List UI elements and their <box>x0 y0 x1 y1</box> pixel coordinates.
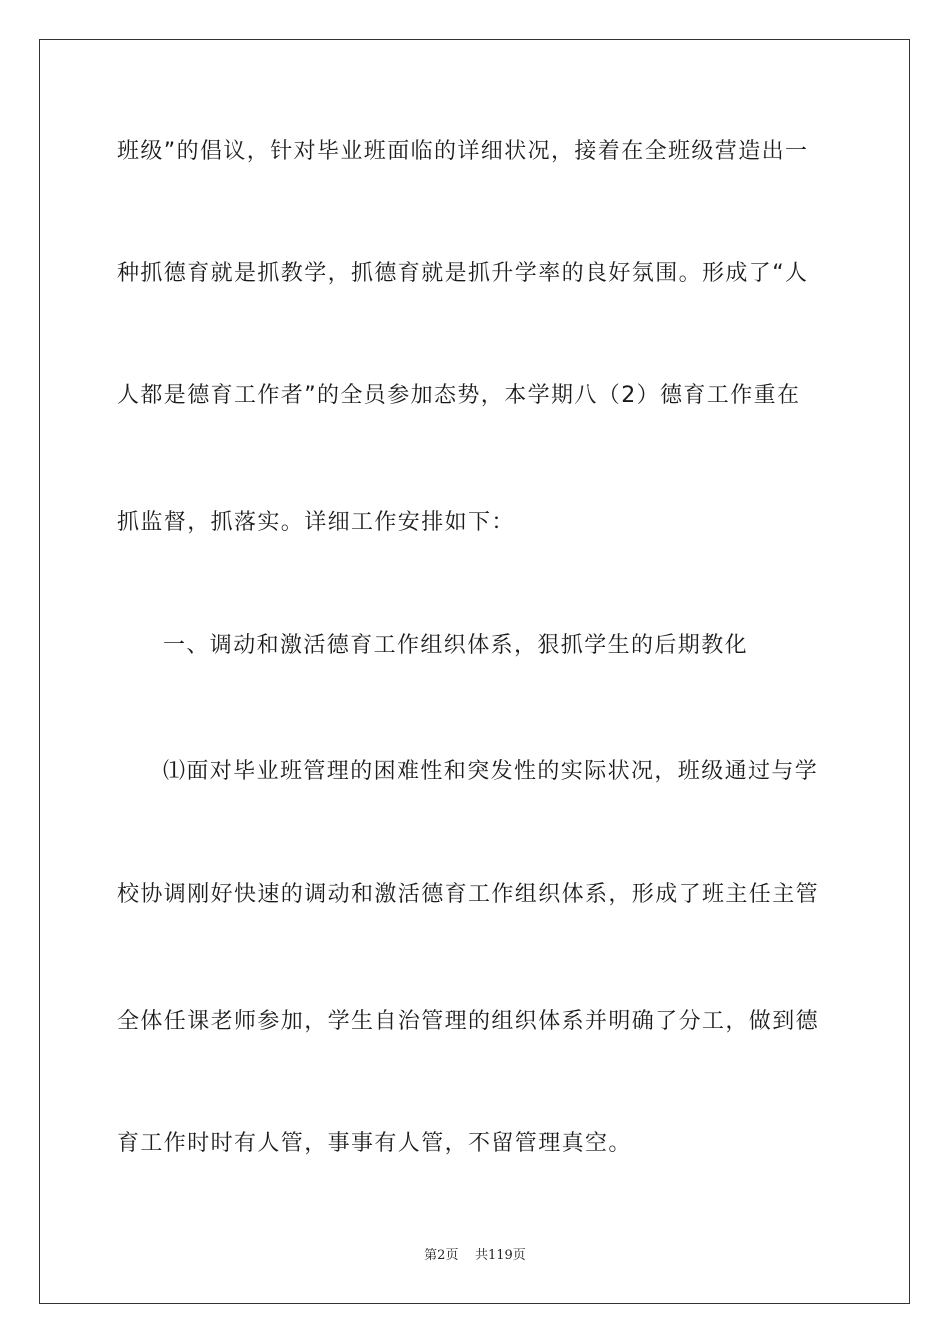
body-text-line: 校协调刚好快速的调动和激活德育工作组织体系，形成了班主任主管 <box>117 882 820 907</box>
total-pages: 共119页 <box>474 1248 526 1263</box>
body-text-line: 班级”的倡议，针对毕业班面临的详细状况，接着在全班级营造出一 <box>117 139 809 164</box>
body-text-line: 种抓德育就是抓教学，抓德育就是抓升学率的良好氛围。形成了“人 <box>117 261 809 286</box>
body-text-line: 育工作时时有人管，事事有人管，不留管理真空。 <box>117 1131 632 1156</box>
body-text-line: 全体任课老师参加，学生自治管理的组织体系并明确了分工，做到德 <box>117 1009 820 1034</box>
body-text-line: ⑴面对毕业班管理的困难性和突发性的实际状况，班级通过与学 <box>163 759 819 784</box>
page-footer <box>0 1248 950 1264</box>
page-border <box>39 39 910 1304</box>
page-number: 第2页 <box>424 1248 459 1263</box>
body-text-line: 人都是德育工作者”的全员参加态势，本学期八（2）德育工作重在 <box>117 383 801 408</box>
section-heading: 一、调动和激活德育工作组织体系，狠抓学生的后期教化 <box>163 633 749 658</box>
body-text-line: 抓监督，抓落实。详细工作安排如下： <box>117 510 515 535</box>
